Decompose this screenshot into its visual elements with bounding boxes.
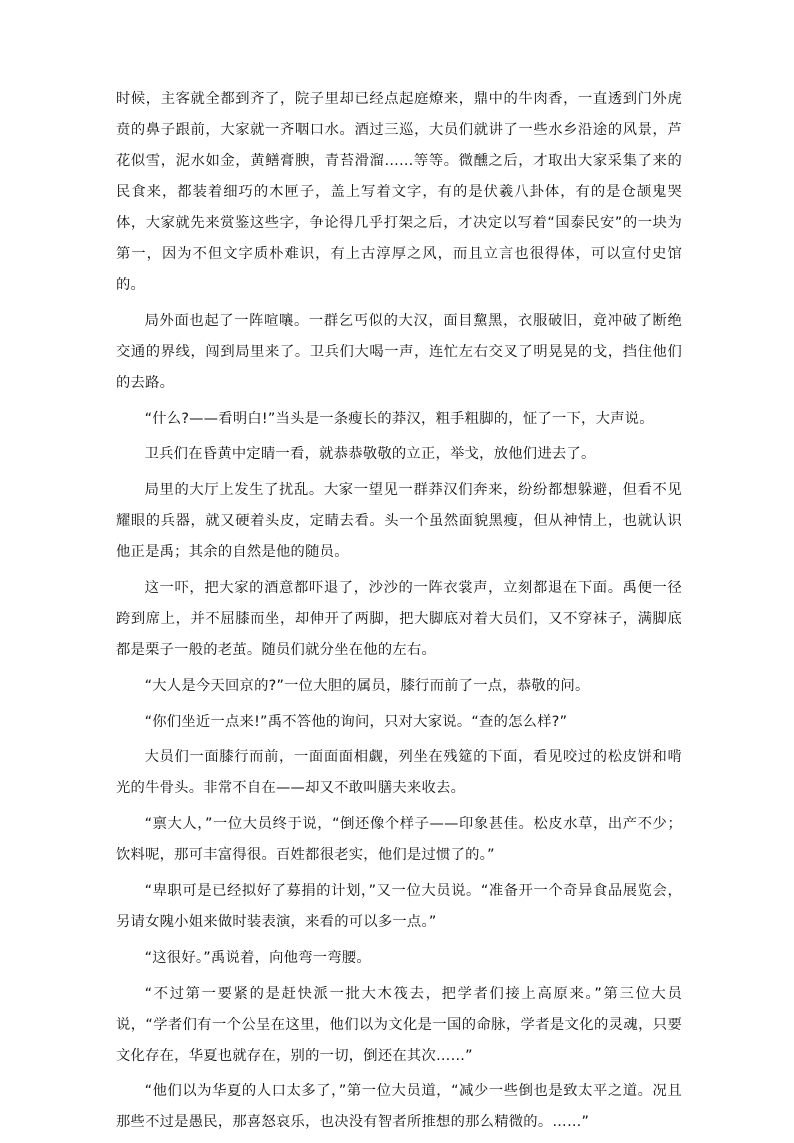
paragraph-1: 时候，主客就全都到齐了，院子里却已经点起庭燎来，鼎中的牛肉香，一直透到门外虎贲的鼻子跟前，大家就一齐咽口水。酒过三巡，大员们就讲了一些水乡沿途的风景，芦花似雪，泥水如金，黄鳝膏腴，青苔滑溜……等等。微醺之后，才取出大家采集了来的民食来，都装着细巧的木匣子，盖上写着文字，有的是伏羲八卦体，有的是仓颉鬼哭体，大家就先来赏鉴这些字，争论得几乎打架之后，才决定以写着“国泰民安”的一块为第一，因为不但文字质朴难识，有上古淳厚之风，而且立言也很得体，可以宣付史馆的。 <box>116 91 682 293</box>
paragraph-4: 卫兵们在昏黄中定睛一看，就恭恭敬敬的立正，举戈，放他们进去了。 <box>144 446 596 463</box>
paragraph-14: “他们以为华夏的人口太多了，”第一位大员道，“减少一些倒也是致太平之道。况且那些不过是愚民，那喜怒哀乐，也决没有智者所推想的那么精微的。……” <box>116 1083 682 1131</box>
paragraph-13: “不过第一要紧的是赶快派一批大木筏去，把学者们接上高原来。”第三位大员说，“学者们有一个公呈在这里，他们以为文化是一国的命脉，学者是文化的灵魂，只要文化存在，华夏也就存在，别的一切，倒还在其次……” <box>116 985 682 1064</box>
paragraph-12: “这很好。”禹说着，向他弯一弯腰。 <box>144 949 371 966</box>
paragraph-8: “你们坐近一点来!”禹不答他的询问，只对大家说。“查的怎么样?” <box>144 713 568 730</box>
paragraph-2: 局外面也起了一阵喧嚷。一群乞丐似的大汉，面目黧黑，衣服破旧，竟冲破了断绝交通的界线，闯到局里来了。卫兵们大喝一声，连忙左右交叉了明晃晃的戈，挡住他们的去路。 <box>116 312 682 391</box>
document-body <box>116 84 682 1143</box>
paragraph-10: “禀大人，”一位大员终于说，“倒还像个样子——印象甚佳。松皮水草，出产不少；饮料呢，那可丰富得很。百姓都很老实，他们是过惯了的。” <box>116 816 682 864</box>
paragraph-3: “什么?——看明白!”当头是一条瘦长的莽汉，粗手粗脚的，怔了一下，大声说。 <box>144 410 654 427</box>
paragraph-5: 局里的大厅上发生了扰乱。大家一望见一群莽汉们奔来，纷纷都想躲避，但看不见耀眼的兵器，就又硬着头皮，定睛去看。头一个虽然面貌黑瘦，但从神情上，也就认识他正是禹；其余的自然是他的随员。 <box>116 482 682 561</box>
paragraph-11: “卑职可是已经拟好了募捐的计划，”又一位大员说。“准备开一个奇异食品展览会，另请女隗小姐来做时装表演，来看的可以多一点。” <box>116 882 682 930</box>
paragraph-9: 大员们一面膝行而前，一面面面相觑，列坐在残筵的下面，看见咬过的松皮饼和啃光的牛骨头。非常不自在——却又不敢叫膳夫来收去。 <box>116 749 682 797</box>
paragraph-7: “大人是今天回京的?”一位大胆的属员，膝行而前了一点，恭敬的问。 <box>144 677 590 694</box>
paragraph-6: 这一吓，把大家的酒意都吓退了，沙沙的一阵衣裳声，立刻都退在下面。禹便一径跨到席上，并不屈膝而坐，却伸开了两脚，把大脚底对着大员们，又不穿袜子，满脚底都是栗子一般的老茧。随员们就分坐在他的左右。 <box>116 579 682 658</box>
